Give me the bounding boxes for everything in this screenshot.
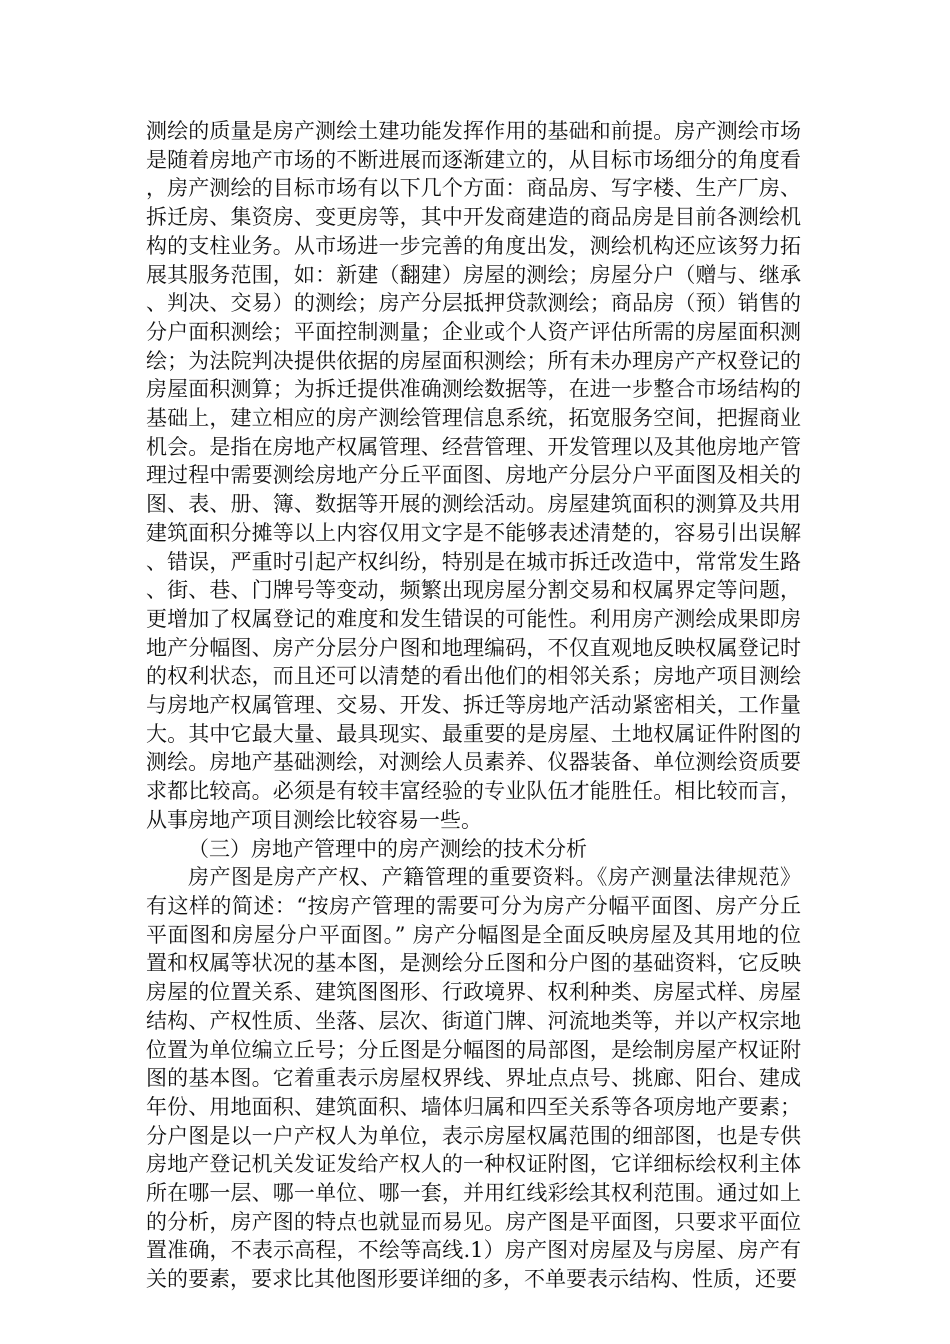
section-heading: （三）房地产管理中的房产测绘的技术分析 xyxy=(188,836,587,861)
body-paragraph-house-maps: 房产图是房产产权、产籍管理的重要资料。《房产测量法律规范》有这样的简述：“按房产管理的需要可分为房产分幅平面图、房产分丘平面图和房屋分户平面图。” 房产分幅图是全面反映房屋及其用地的位置和权属等状况的基本图，是测绘分丘图和分户图的基础资料，它反映房屋的位置关系、建筑图图形、行政境界、权利种类、房屋式样、房屋结构、产权性质、坐落、层次、街道门牌、河流地类等，并以产权宗地位置为单位编立丘号；分丘图是分幅图的局部图，是绘制房屋产权证附图的基本图。它着重表示房屋权界线、界址点点号、挑廊、阳台、建成年份、用地面积、建筑面积、墙体归属和四至关系等各项房地产要素；分户图是以一户产权人为单位，表示房屋权属范围的细部图，也是专供房地产登记机关发证发给产权人的一种权证附图，它详细标绘权利主体所在哪一层、哪一单位、哪一套，并用红线彩绘其权利范围。通过如上的分析，房产图的特点也就显而易见。房产图是平面图，只要求平面位置准确，不表示高程，不绘等高线.1）房产图对房屋及与房屋、房产有关的要素，要求比其他图形要详细的多，不单要表示结构、性质，还要 xyxy=(146,865,801,1292)
body-paragraph-market: 测绘的质量是房产测绘土建功能发挥作用的基础和前提。房产测绘市场是随着房地产市场的不断进展而逐渐建立的，从目标市场细分的角度看，房产测绘的目标市场有以下几个方面：商品房、写字楼、生产厂房、拆迁房、集资房、变更房等，其中开发商建造的商品房是目前各测绘机构的支柱业务。从市场进一步完善的角度出发，测绘机构还应该努力拓展其服务范围，如：新建（翻建）房屋的测绘；房屋分户（赠与、继承、判决、交易）的测绘；房产分层抵押贷款测绘；商品房（预）销售的分户面积测绘；平面控制测量；企业或个人资产评估所需的房屋面积测绘；为法院判决提供依据的房屋面积测绘；所有未办理房产产权登记的房屋面积测算；为拆迁提供准确测绘数据等，在进一步整合市场结构的基础上，建立相应的房产测绘管理信息系统，拓宽服务空间，把握商业机会。是指在房地产权属管理、经营管理、开发管理以及其他房地产管理过程中需要测绘房地产分丘平面图、房地产分层分户平面图及相关的图、表、册、簿、数据等开展的测绘活动。房屋建筑面积的测算及共用建筑面积分摊等以上内容仅用文字是不能够表述清楚的，容易引出误解、错误，严重时引起产权纠纷，特别是在城市拆迁改造中，常常发生路、街、巷、门牌号等变动，频繁出现房屋分割交易和权属界定等问题，更增加了权属登记的难度和发生错误的可能性。利用房产测绘成果即房地产分幅图、房产分层分户图和地理编码，不仅直观地反映权属登记时的权利状态，而且还可以清楚的看出他们的相邻关系；房地产项目测绘与房地产权属管理、交易、开发、拆迁等房地产活动紧密相关，工作量大。其中它最大量、最具现实、最重要的是房屋、土地权属证件附图的测绘。房地产基础测绘，对测绘人员素养、仪器装备、单位测绘资质要求都比较高。必须是有较丰富经验的专业队伍才能胜任。相比较而言，从事房地产项目测绘比较容易一些。 xyxy=(146,119,801,832)
document-page xyxy=(146,117,801,1294)
